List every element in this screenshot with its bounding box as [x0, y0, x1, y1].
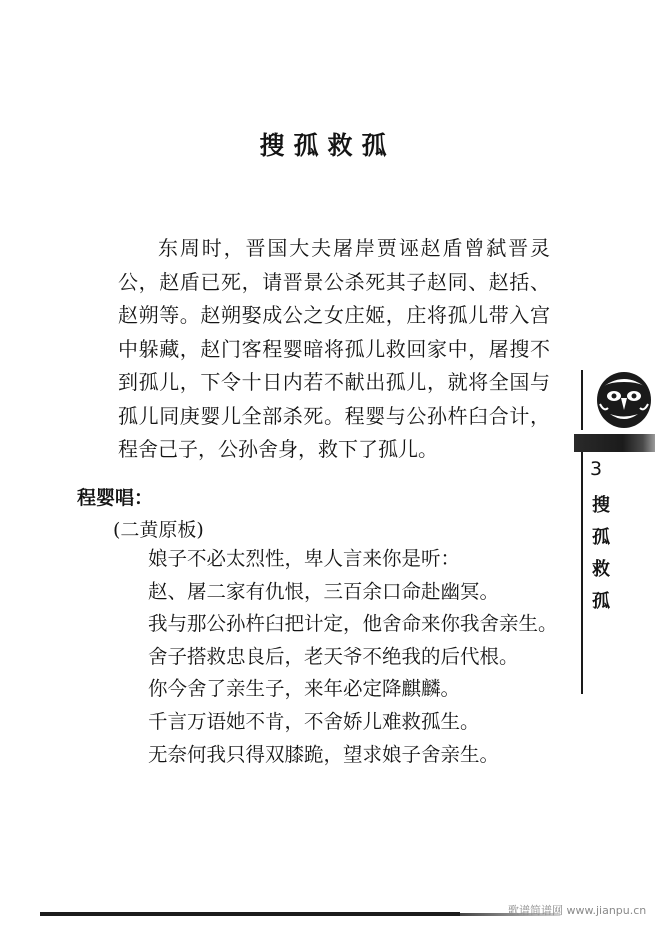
lyric-line: 你今舍了亲生子，来年必定降麒麟。	[148, 677, 461, 701]
lyric-line: 无奈何我只得双膝跪，望求娘子舍亲生。	[148, 742, 500, 766]
side-title-char: 孤	[592, 591, 610, 612]
page-title: 搜孤救孤	[259, 131, 396, 160]
intro-paragraph: 东周时，晋国大夫屠岸贾诬赵盾曾弑晋灵公，赵盾已死，请晋景公杀死其子赵同、赵括、赵朔等。赵朔娶成公之女庄姬，庄将孤儿带入宫中躲藏，赵门客程婴暗将孤儿救回家中，屠搜不到孤儿，下令十日内若不献出孤儿，就将全国与孤儿同庚婴儿全部杀死。程婴与公孙杵臼合计，程舍己子，公孙舍身，救下了孤儿。	[118, 236, 550, 461]
side-tab-rule	[581, 452, 583, 694]
watermark: 歌谱简谱网 www.jianpu.cn	[508, 904, 647, 917]
side-title-char: 搜	[592, 495, 610, 516]
side-title-char: 救	[592, 559, 610, 580]
lyric-line: 舍子搭救忠良后，老天爷不绝我的后代根。	[148, 644, 519, 668]
opera-mask-icon	[594, 368, 654, 430]
singer-label: 程婴唱：	[77, 487, 154, 509]
lyric-line: 千言万语她不肯，不舍娇儿难救孤生。	[148, 709, 480, 733]
lyric-line: 赵、屠二家有仇恨，三百余口命赴幽冥。	[148, 579, 500, 603]
lyrics-list	[148, 543, 558, 771]
page-number: 3	[590, 458, 603, 480]
lyric-line: 娘子不必太烈性，卑人言来你是听：	[148, 547, 461, 570]
bottom-rule	[40, 912, 460, 916]
aria-mode: (二黄原板)	[113, 519, 204, 541]
side-tab-bar	[574, 434, 655, 452]
side-vertical-title	[589, 490, 613, 618]
side-title-char: 孤	[592, 527, 610, 548]
lyric-line: 我与那公孙杵臼把计定，他舍命来你我舍亲生。	[148, 612, 558, 636]
side-tab-rule-top	[581, 370, 583, 430]
